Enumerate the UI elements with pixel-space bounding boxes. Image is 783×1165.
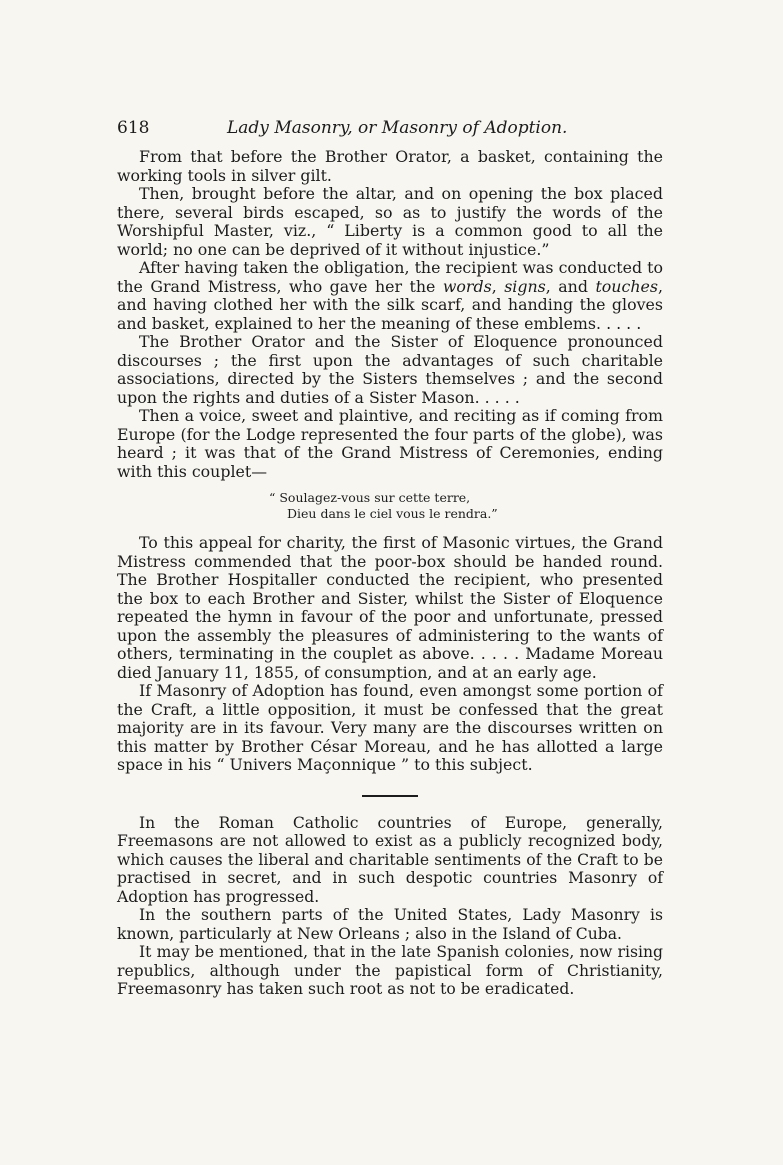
running-title: Lady Masonry, or Masonry of Adoption. [227, 118, 568, 138]
paragraph: Then a voice, sweet and plaintive, and reciting as if coming from Europe (for the Lodge represented the four parts of the globe), was heard ; it was that of the Grand Mistress of Ceremonies, ending with this couplet— [117, 406, 663, 481]
couplet-line: Dieu dans le ciel vous le rendra.” [287, 506, 498, 521]
paragraph: If Masonry of Adoption has found, even amongst some portion of the Craft, a little opposition, it must be confessed that the great majority are in its favour. Very many are the discourses written on this matter by Brother César Moreau, and he has allotted a large space in his “ Univers Maçonnique ” to this subject. [117, 681, 663, 774]
text-run: , and having clothed her with the silk scarf, and handing the gloves and basket, explained to her the meaning of these emblems. . . . . [117, 276, 663, 333]
paragraph: Then, brought before the altar, and on opening the box placed there, several birds escaped, so as to justify the words of the Worshipful Master, viz., “ Liberty is a common good to all the world; no one can be deprived of it without injustice.” [117, 184, 663, 259]
paragraph: From that before the Brother Orator, a basket, containing the working tools in silver gilt. [117, 147, 663, 185]
second-section [117, 814, 663, 999]
paragraph: The Brother Orator and the Sister of Eloquence pronounced discourses ; the first upon the advantages of such charitable associations, directed by the Sisters themselves ; and the second upon the rights and duties of a Sister Mason. . . . . [117, 332, 663, 407]
book-page [117, 118, 663, 999]
italic-term: words [442, 276, 492, 296]
text-run: , [491, 276, 505, 296]
page-number: 618 [117, 118, 150, 138]
paragraph: It may be mentioned, that in the late Spanish colonies, now rising republics, although under the papistical form of Christianity, Freemasonry has taken such root as not to be eradicated. [117, 943, 663, 998]
text-run: After having taken the obligation, the recipient was conducted to the Grand Mistress, who gave her the [117, 258, 663, 296]
paragraph: In the southern parts of the United States, Lady Masonry is known, particularly at New Orleans ; also in the Island of Cuba. [117, 906, 663, 943]
main-text [117, 148, 663, 775]
couplet-quote [269, 490, 663, 522]
running-head [117, 118, 663, 140]
section-divider [362, 795, 418, 797]
italic-term: signs [504, 276, 546, 296]
paragraph: To this appeal for charity, the first of Masonic virtues, the Grand Mistress commended that the poor-box should be handed round. The Brother Hospitaller conducted the recipient, who presented the box to each Brother and Sister, whilst the Sister of Eloquence repeated the hymn in favour of the poor and unfortunate, pressed upon the assembly the pleasures of administering to the wants of others, terminating in the couplet as above. . . . . Madame Moreau died January 11, 1855, of consumption, and at an early age. [117, 533, 663, 682]
italic-term: touches [595, 276, 658, 296]
couplet-line: “ Soulagez-vous sur cette terre, [269, 490, 471, 505]
paragraph: In the Roman Catholic countries of Europe, generally, Freemasons are not allowed to exist as a publicly recognized body, which causes the liberal and charitable sentiments of the Craft to be practised in secret, and in such despotic countries Masonry of Adoption has progressed. [117, 813, 663, 906]
text-run: , and [545, 276, 596, 296]
paragraph [117, 259, 663, 333]
